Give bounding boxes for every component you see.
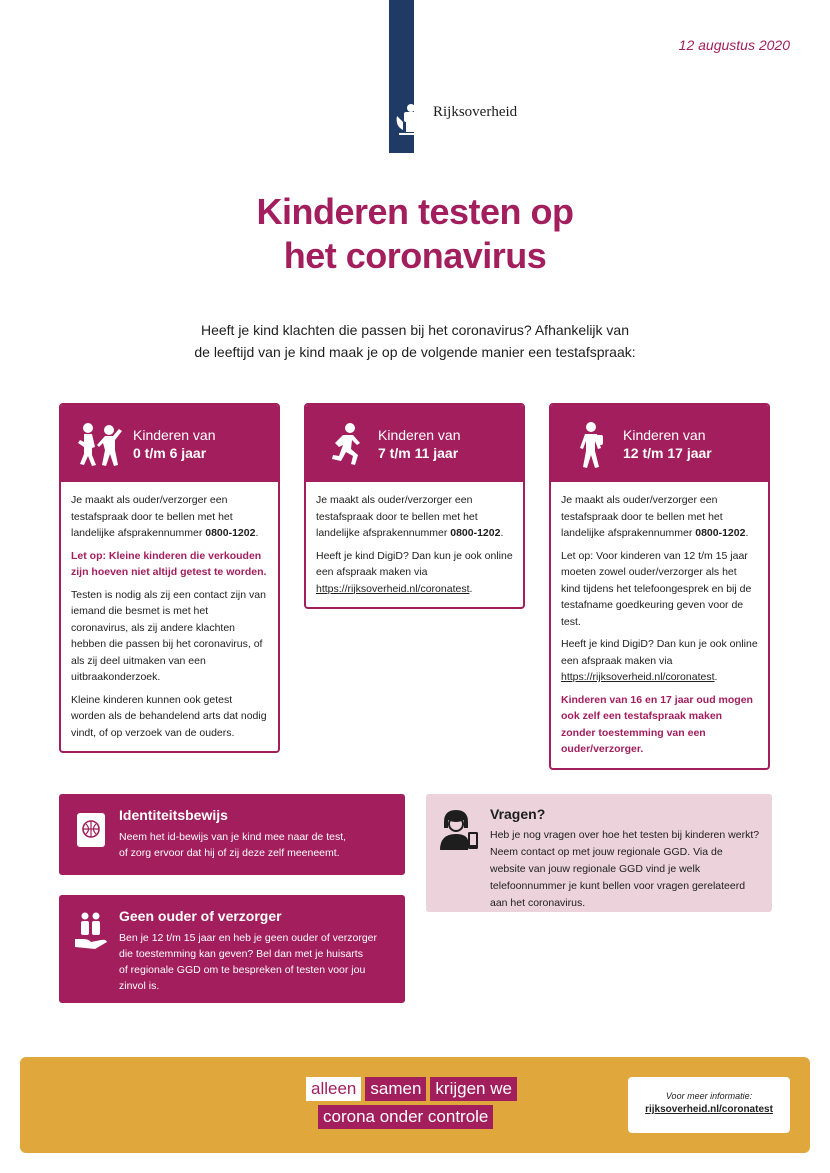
age-card-range: 7 t/m 11 jaar [378,445,459,461]
text: Je maakt als ouder/verzorger een testafspraak door te bellen met het landelijke afsprakennummer [561,494,723,539]
intro-line-1: Heeft je kind klachten die passen bij het coronavirus? Afhankelijk van [200,322,630,338]
warning-text: Let op: Kleine kinderen die verkouden zijn hoeven niet altijd getest te worden. [71,549,267,578]
age-card-header [61,405,278,482]
no-parent-text [119,930,377,994]
phone-number: 0800-1202 [695,527,746,539]
slogan-word: corona onder controle [318,1105,493,1129]
page-title [0,190,830,278]
text-line: of regionale GGD om te bespreken of testen voor jou [119,964,366,976]
age-card-0-6 [59,403,280,753]
card-paragraph: Testen is nodig als zij een contact zijn van iemand die besmet is met het coronavirus, als zij andere klachten hebben die passen bij het coronavirus, of als zij deel uitmaken van een uitbraakonderzoek. [71,588,266,683]
questions-heading: Vragen? [490,806,546,822]
text-line: of zorg ervoor dat hij of zij deze zelf meeneemt. [119,847,340,859]
text-line: Ben je 12 t/m 15 jaar en heb je geen ouder of verzorger [119,932,377,944]
slogan-row [306,1077,517,1101]
card-paragraph: Let op: Voor kinderen van 12 t/m 15 jaar moeten zowel ouder/verzorger als het kind tijdens het telefoongesprek en bij de testafname goedkeuring geven voor de test. [561,549,752,628]
teen-walking-icon [571,421,611,469]
text: . [745,527,749,539]
phone-number: 0800-1202 [450,527,501,539]
slogan-row [318,1105,517,1129]
no-parent-box [59,895,405,1003]
intro-text [150,319,680,363]
title-line-2: het coronavirus [283,235,547,276]
text: . [500,527,504,539]
card-paragraph: Kleine kinderen kunnen ook getest worden als de behandelend arts dat nodig vindt, of op verzoek van de ouders. [71,693,267,739]
title-line-1: Kinderen testen op [256,191,574,232]
more-info-box [628,1077,790,1133]
coronatest-link[interactable]: https://rijksoverheid.nl/coronatest [316,582,470,595]
text: Heeft je kind DigiD? Dan kun je ook online een afspraak maken via [561,638,758,667]
more-info-link[interactable]: rijksoverheid.nl/coronatest [645,1104,773,1115]
slogan-word: samen [365,1077,426,1101]
person-phone-icon [438,808,480,850]
card-paragraph [316,548,513,598]
slogan-word: alleen [306,1077,361,1101]
crest-icon [391,100,431,140]
coronatest-link[interactable]: https://rijksoverheid.nl/coronatest [561,671,715,683]
text-line: Neem het id-bewijs van je kind mee naar de test, [119,831,347,843]
age-card-body [306,482,523,607]
running-child-icon [326,421,366,467]
age-card-range: 0 t/m 6 jaar [133,445,207,461]
text: Je maakt als ouder/verzorger een testafspraak door te bellen met het landelijke afsprakennummer [71,494,233,539]
text: Je maakt als ouder/verzorger een testafspraak door te bellen met het landelijke afsprakennummer [316,494,478,539]
more-info-label: Voor meer informatie: [665,1091,753,1101]
age-card-header [306,405,523,482]
date: 12 augustus 2020 [678,37,790,53]
card-paragraph [316,492,513,542]
text-line: zinvol is. [119,980,160,992]
warning-text: Kinderen van 16 en 17 jaar oud mogen ook zelf een testafspraak maken zonder toestemming van een ouder/verzorger. [561,693,753,755]
age-card-label: Kinderen van [623,427,706,443]
age-card-12-17 [549,403,770,770]
hand-people-icon [73,911,109,951]
card-paragraph [561,492,758,542]
text: . [469,582,473,595]
identity-heading: Identiteitsbewijs [119,807,228,823]
questions-box [426,794,772,912]
children-playing-icon [75,421,125,467]
age-card-7-11 [304,403,525,609]
age-card-label: Kinderen van [133,427,216,443]
age-card-body [551,482,768,768]
passport-icon [76,812,106,848]
card-paragraph [71,492,268,542]
questions-text: Heb je nog vragen over hoe het testen bij kinderen werkt? Neem contact op met jouw regionale GGD. Via de website van jouw regionale GGD vind je welk telefoonnummer je kunt bellen voor vragen gerelateerd aan het coronavirus. [490,829,760,909]
no-parent-heading: Geen ouder of verzorger [119,908,282,924]
identity-box [59,794,405,875]
text: . [255,527,259,539]
identity-text [119,829,346,861]
phone-number: 0800-1202 [205,527,256,539]
card-paragraph [561,636,758,686]
age-card-header [551,405,768,482]
age-card-body [61,482,278,751]
logo-text: Rijksoverheid [433,104,518,120]
slogan [306,1077,517,1133]
text-line: die toestemming kan geven? Bel dan met je huisarts [119,948,363,960]
intro-line-2: de leeftijd van je kind maak je op de volgende manier een testafspraak: [194,344,636,360]
footer-banner [20,1057,810,1153]
text: . [714,671,718,683]
age-card-range: 12 t/m 17 jaar [623,445,712,461]
age-card-label: Kinderen van [378,427,461,443]
text: Heeft je kind DigiD? Dan kun je ook online een afspraak maken via [316,549,513,578]
slogan-word: krijgen we [430,1077,517,1101]
